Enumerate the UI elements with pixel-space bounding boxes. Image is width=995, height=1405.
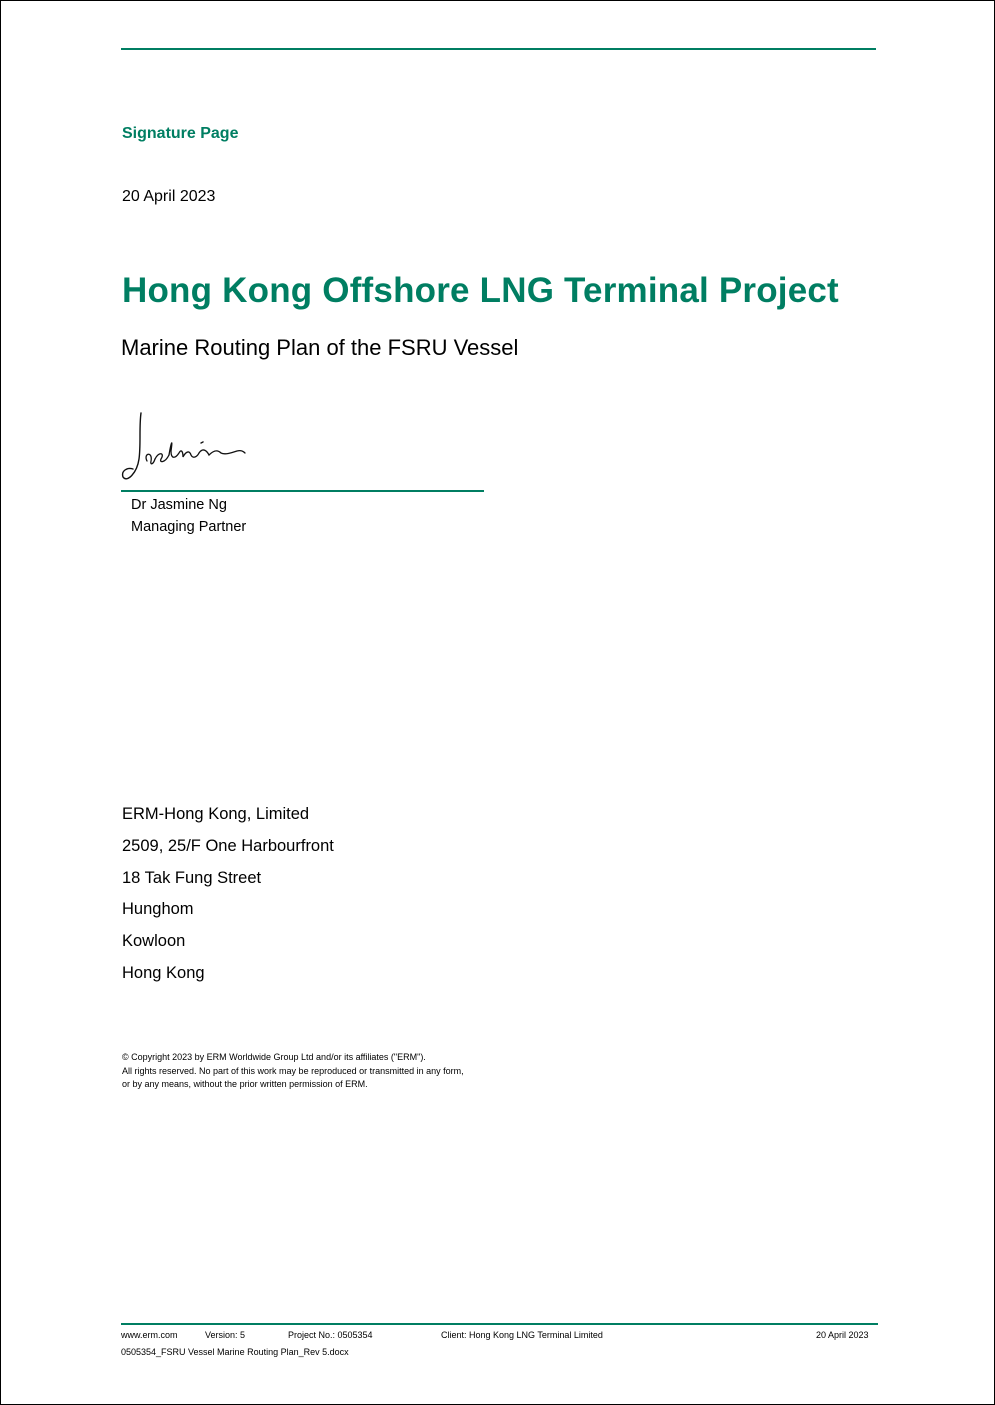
address-line: Kowloon [122,932,186,951]
signatory-role: Managing Partner [131,519,247,535]
address-line: ERM-Hong Kong, Limited [122,805,310,823]
footer-version: Version: 5 [205,1330,246,1340]
copyright-line: © Copyright 2023 by ERM Worldwide Group Ltd and/or its affiliates ("ERM"). [122,1052,426,1062]
section-label: Signature Page [122,125,239,142]
signature-line [121,490,484,492]
footer-client: Client: Hong Kong LNG Terminal Limited [441,1330,603,1340]
footer-project-number: Project No.: 0505354 [288,1330,373,1340]
document-subtitle: Marine Routing Plan of the FSRU Vessel [121,335,519,360]
footer-rule [121,1323,878,1325]
address-line: Hunghom [122,900,194,919]
address-line: Hong Kong [122,963,205,982]
document-title: Hong Kong Offshore LNG Terminal Project [122,271,839,310]
header-rule [121,48,876,50]
address-line: 18 Tak Fung Street [122,868,262,887]
footer-date: 20 April 2023 [816,1330,869,1340]
handwritten-signature [117,407,247,487]
footer-website: www.erm.com [121,1330,178,1340]
company-address [122,804,334,995]
copyright-line: or by any means, without the prior written permission of ERM. [122,1079,368,1090]
address-line: 2509, 25/F One Harbourfront [122,836,334,855]
footer-filename: 0505354_FSRU Vessel Marine Routing Plan_Rev 5.docx [121,1347,349,1357]
copyright-line: All rights reserved. No part of this work may be reproduced or transmitted in any form, [122,1065,464,1076]
copyright-notice [122,1051,464,1092]
document-date: 20 April 2023 [122,188,216,205]
signatory-name: Dr Jasmine Ng [131,497,227,513]
